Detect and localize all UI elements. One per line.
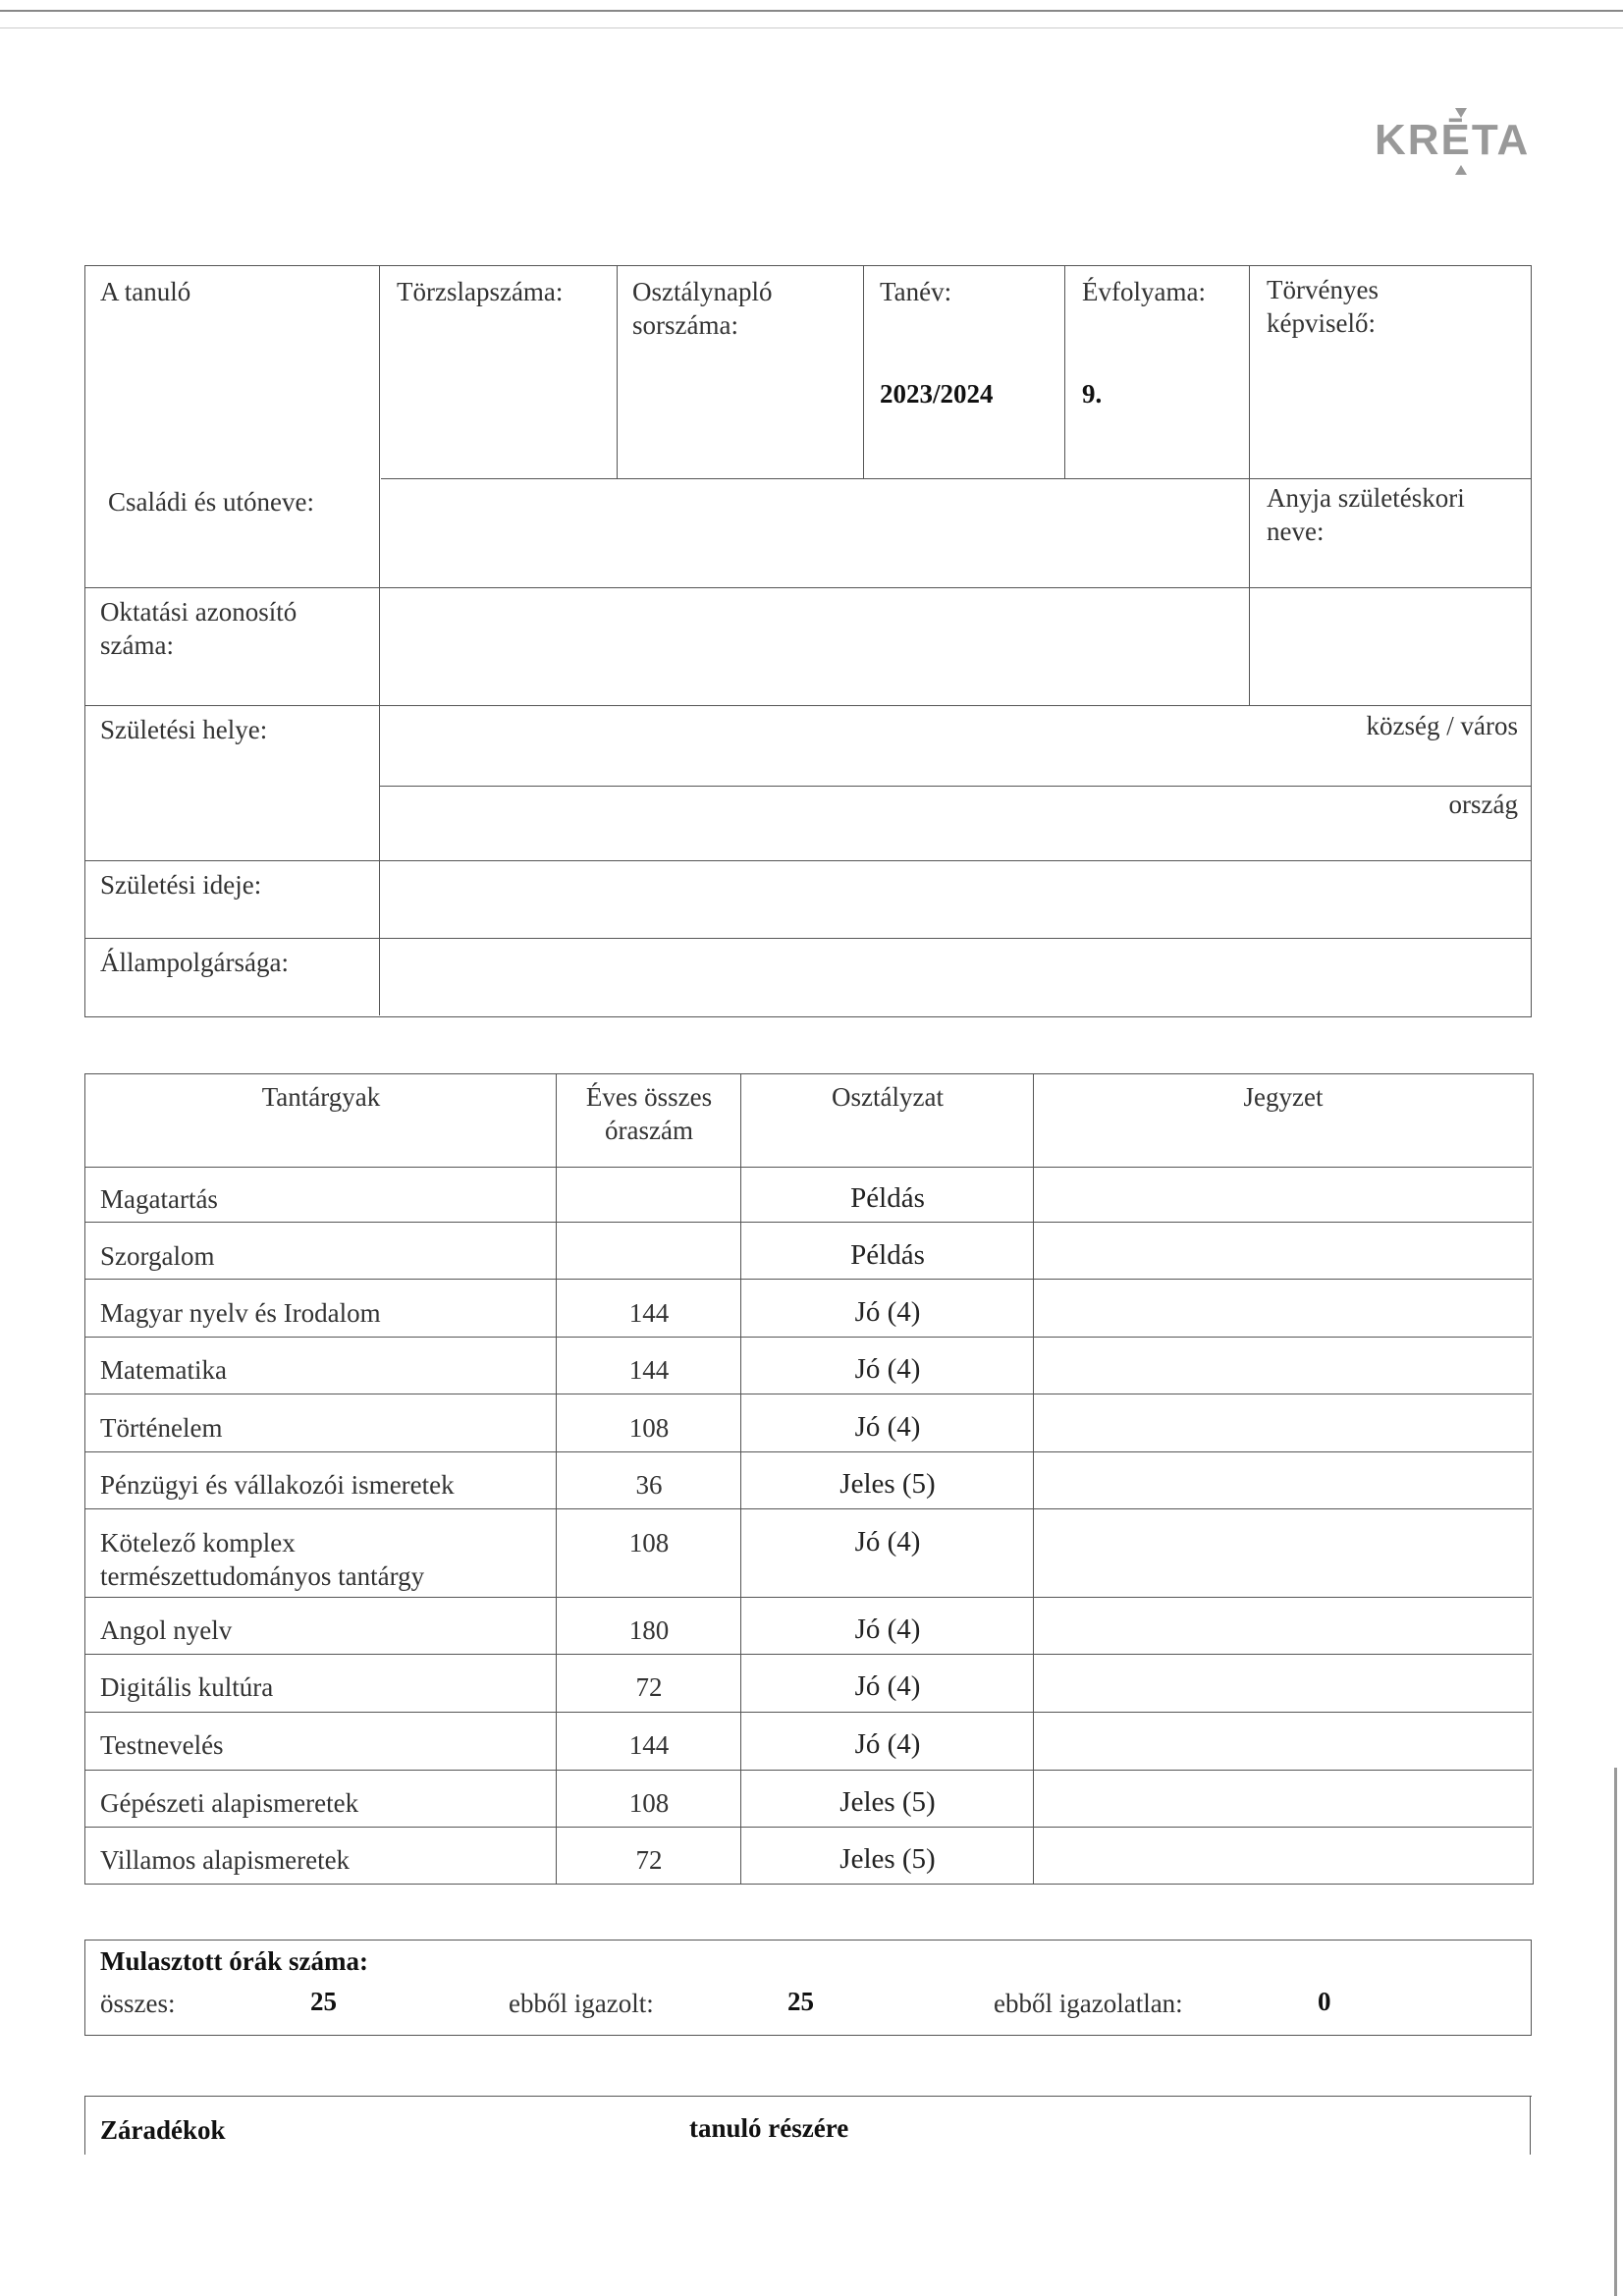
grade-value: Példás — [850, 1239, 925, 1271]
header-divider — [381, 478, 1532, 479]
col-divider-2 — [617, 265, 618, 479]
edu-id-row-divider — [84, 705, 1532, 706]
col-divider-3 — [863, 265, 864, 479]
grades-row-divider — [84, 1451, 1532, 1452]
grades-row-divider — [84, 1770, 1532, 1771]
absences-total-label: összes: — [100, 1989, 176, 2018]
name-row-divider — [84, 587, 1532, 588]
register-number-label: Törzslapszáma: — [397, 277, 564, 306]
student-label: A tanuló — [100, 277, 191, 306]
grade-value: Jeles (5) — [839, 1468, 936, 1500]
hours-value: 144 — [628, 1298, 670, 1328]
logo-text: KRĒTA — [1375, 116, 1531, 164]
hours-value: 144 — [628, 1355, 670, 1385]
hours-value: 72 — [635, 1845, 663, 1875]
grade-level-value: 9. — [1082, 379, 1103, 409]
grade-header: Osztályzat — [832, 1082, 944, 1112]
grade-value: Jó (4) — [854, 1613, 921, 1645]
hours-value: 36 — [635, 1470, 663, 1500]
grades-row-divider — [84, 1279, 1532, 1280]
classbook-label-line1: Osztálynapló — [632, 277, 773, 306]
absences-excused-label: ebből igazolt: — [509, 1989, 654, 2018]
absences-total-value: 25 — [310, 1987, 337, 2016]
grade-value: Jó (4) — [854, 1296, 921, 1328]
grades-row-divider — [84, 1654, 1532, 1655]
grades-row-divider — [84, 1167, 1532, 1168]
kreta-logo — [1375, 108, 1542, 177]
subject-name-line2: természettudományos tantárgy — [100, 1561, 425, 1591]
scan-edge-top-faint — [0, 27, 1623, 28]
birthplace-town-label: község / város — [1366, 711, 1518, 740]
hours-value: 144 — [628, 1730, 670, 1760]
hours-value: 180 — [628, 1615, 670, 1645]
birthplace-country-label: ország — [1448, 790, 1518, 819]
grade-value: Jó (4) — [854, 1728, 921, 1760]
grades-row-divider — [84, 1508, 1532, 1509]
logo-triangle-bottom-icon — [1455, 165, 1467, 175]
citizenship-label: Állampolgársága: — [100, 948, 289, 977]
grades-col-divider-3 — [1033, 1073, 1034, 1885]
birthplace-row-divider — [84, 860, 1532, 861]
grades-row-divider — [84, 1222, 1532, 1223]
grade-value: Jó (4) — [854, 1670, 921, 1702]
subject-name: Szorgalom — [100, 1241, 215, 1271]
grades-row-divider — [84, 1827, 1532, 1828]
col-divider-4 — [1064, 265, 1065, 479]
hours-value: 108 — [628, 1788, 670, 1818]
hours-value: 72 — [635, 1672, 663, 1702]
guardian-label-line1: Törvényes — [1267, 275, 1379, 304]
education-id-label-line1: Oktatási azonosító — [100, 597, 298, 627]
hours-header-line1: Éves összes — [585, 1082, 713, 1112]
grades-row-divider — [84, 1712, 1532, 1713]
mother-name-label-line2: neve: — [1267, 517, 1325, 546]
hours-value: 108 — [628, 1413, 670, 1443]
grade-value: Jeles (5) — [839, 1843, 936, 1875]
absences-excused-value: 25 — [787, 1987, 814, 2016]
clauses-top-border — [84, 2096, 1532, 2097]
subject-name: Gépészeti alapismeretek — [100, 1788, 359, 1818]
subject-name: Kötelező komplex — [100, 1528, 296, 1558]
classbook-label-line2: sorszáma: — [632, 310, 738, 340]
col-divider-5 — [1249, 265, 1250, 705]
col-divider-1 — [379, 265, 380, 1015]
birthplace-divider — [379, 786, 1532, 787]
absences-title: Mulasztott órák száma: — [100, 1946, 368, 1976]
absences-unexcused-label: ebből igazolatlan: — [994, 1989, 1183, 2018]
grade-value: Jeles (5) — [839, 1786, 936, 1818]
clauses-title: Záradékok — [100, 2115, 226, 2145]
subjects-header: Tantárgyak — [261, 1082, 381, 1112]
subject-name: Villamos alapismeretek — [100, 1845, 351, 1875]
grades-col-divider-2 — [740, 1073, 741, 1885]
subject-name: Testnevelés — [100, 1730, 224, 1760]
hours-value: 108 — [628, 1528, 670, 1558]
hours-header-line2: óraszám — [605, 1116, 693, 1145]
grade-value: Jó (4) — [854, 1353, 921, 1385]
subject-name: Angol nyelv — [100, 1615, 233, 1645]
subject-name: Magyar nyelv és Irodalom — [100, 1298, 381, 1328]
grades-col-divider-1 — [556, 1073, 557, 1885]
scan-edge-top — [0, 10, 1623, 12]
grades-row-divider — [84, 1597, 1532, 1598]
birthplace-label: Születési helye: — [100, 715, 268, 744]
subject-name: Matematika — [100, 1355, 227, 1385]
clauses-right-border — [1530, 2096, 1531, 2155]
note-header: Jegyzet — [1243, 1082, 1324, 1112]
grade-value: Példás — [850, 1182, 925, 1214]
grade-level-label: Évfolyama: — [1082, 277, 1206, 306]
clauses-left-border — [84, 2096, 85, 2155]
subject-name: Történelem — [100, 1413, 223, 1443]
subject-name: Pénzügyi és vállakozói ismeretek — [100, 1470, 455, 1500]
mother-name-label-line1: Anyja születéskori — [1267, 483, 1465, 513]
birthdate-label: Születési ideje: — [100, 870, 262, 900]
school-year-label: Tanév: — [880, 277, 952, 306]
guardian-label-line2: képviselő: — [1267, 308, 1376, 338]
grade-value: Jó (4) — [854, 1411, 921, 1443]
clauses-subtitle: tanuló részére — [689, 2113, 849, 2143]
education-id-label-line2: száma: — [100, 630, 174, 660]
subject-name: Magatartás — [100, 1184, 218, 1214]
subject-name: Digitális kultúra — [100, 1672, 274, 1702]
birthdate-row-divider — [84, 938, 1532, 939]
school-year-value: 2023/2024 — [880, 379, 994, 409]
name-label: Családi és utóneve: — [108, 487, 314, 517]
grade-value: Jó (4) — [854, 1526, 921, 1558]
scan-edge-right — [1614, 1768, 1617, 2296]
student-info-table — [84, 265, 1532, 1017]
absences-unexcused-value: 0 — [1318, 1987, 1331, 2016]
grades-row-divider — [84, 1337, 1532, 1338]
